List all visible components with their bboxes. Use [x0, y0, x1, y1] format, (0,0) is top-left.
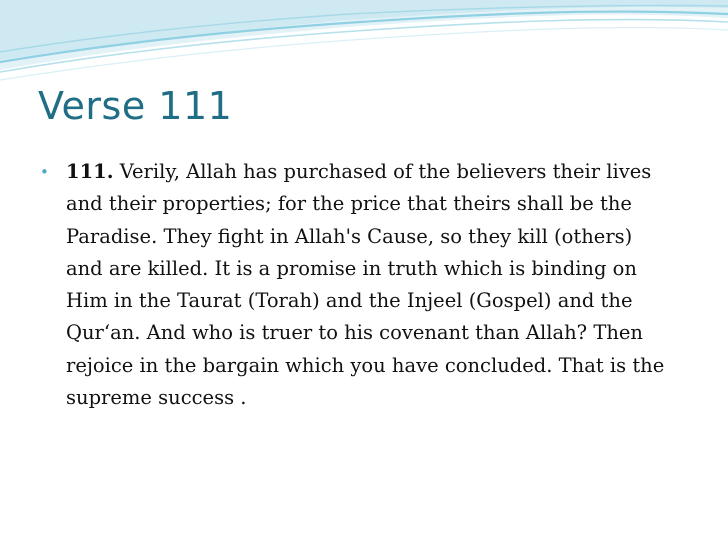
decorative-wave-header	[0, 0, 728, 90]
verse-body: Verily, Allah has purchased of the believers their lives and their properties; for the price that theirs shall be the Paradise. They fight in Allah's Cause, so they kill (others) and are killed. It is a promise in truth which is binding on Him in the Taurat (Torah) and the Injeel (Gospel) and the Qur‘an. And who is truer to his covenant than Allah? Then rejoice in the bargain which you have concluded. That is the supreme success .	[66, 160, 665, 410]
verse-text	[66, 156, 670, 414]
slide-title: Verse 111	[38, 84, 233, 128]
slide-content	[40, 156, 670, 414]
bullet-item	[40, 156, 670, 414]
bullet-icon: •	[40, 163, 49, 181]
verse-number: 111.	[66, 160, 114, 183]
